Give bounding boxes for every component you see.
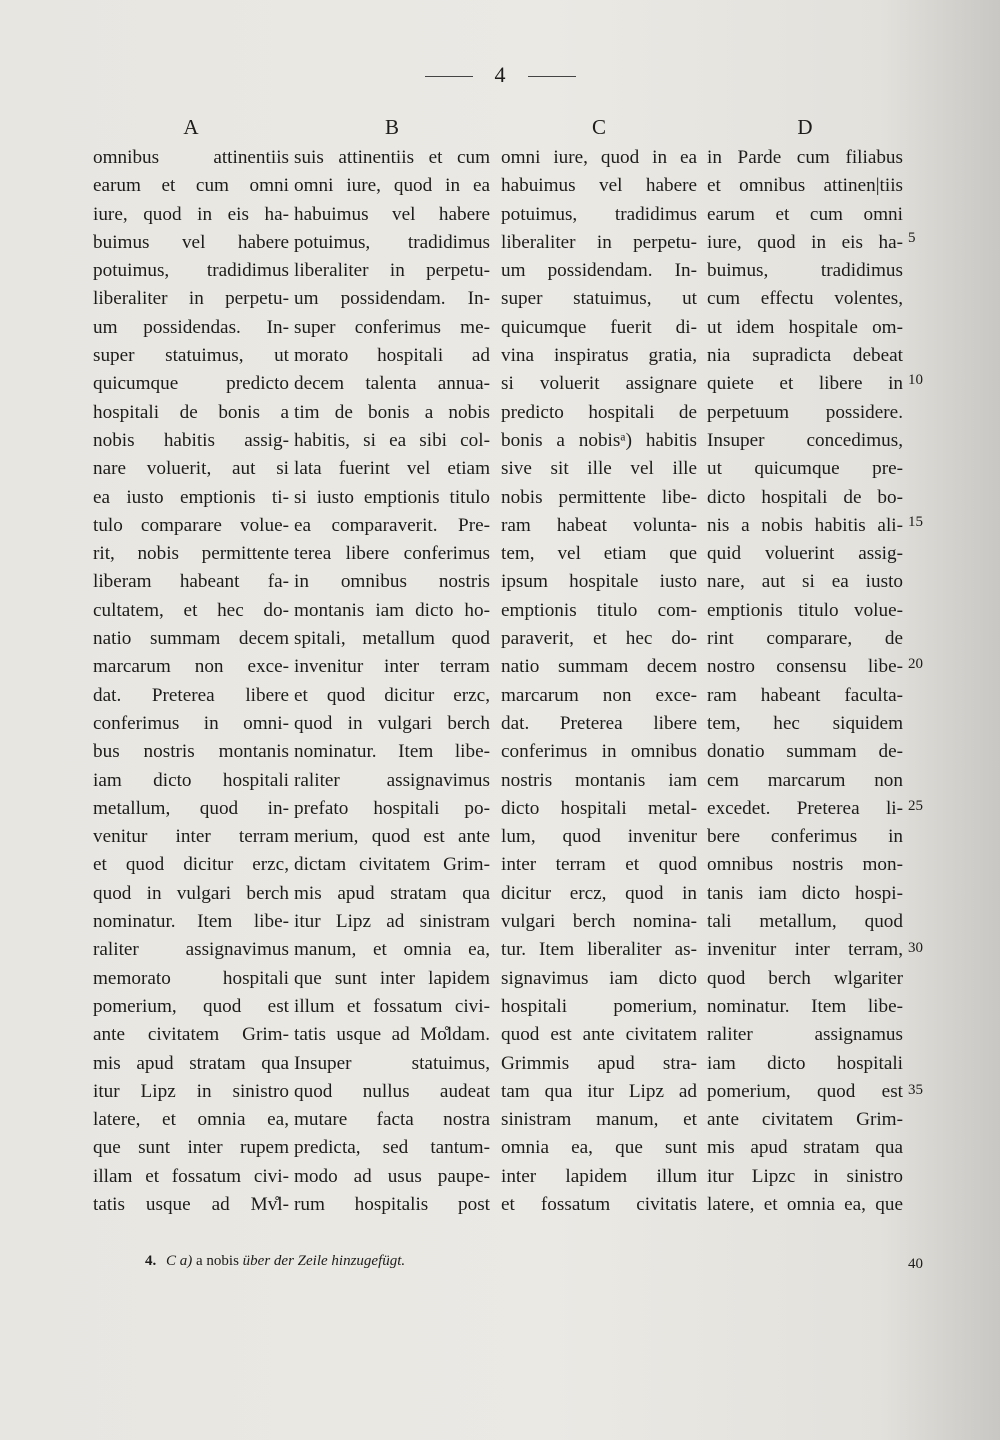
text-line: excedet. Preterea li- xyxy=(707,797,903,819)
text-line: um possidendam. In- xyxy=(501,260,697,282)
text-line: nia supradicta debeat xyxy=(707,345,903,367)
text-line: omnibus attinentiis xyxy=(93,147,289,168)
text-line: tanis iam dicto hospi- xyxy=(707,882,903,904)
text-line: omni iure, quod in ea xyxy=(294,175,490,197)
text-line: morato hospitali ad xyxy=(294,345,490,367)
text-line: si iusto emptionis titulo xyxy=(294,486,490,508)
text-line: iam dicto hospitali xyxy=(93,769,289,791)
text-line: nare, aut si ea iusto xyxy=(707,571,903,593)
text-line: rum hospitalis post xyxy=(294,1193,490,1215)
line-number: 30 xyxy=(908,940,923,956)
text-line: mis apud stratam qua xyxy=(93,1052,289,1074)
text-line: natio summam decem xyxy=(93,628,289,650)
text-line: et omnibus attinen|tiis xyxy=(707,175,903,197)
footnote-note: über der Zeile hinzugefügt. xyxy=(242,1253,406,1269)
text-line: liberaliter in perpetu- xyxy=(93,288,289,310)
text-line: illam et fossatum civi- xyxy=(93,1165,289,1187)
text-line: et quod dicitur erzc, xyxy=(294,684,490,706)
column-c xyxy=(501,112,697,1219)
text-line: quid voluerint assig- xyxy=(707,543,903,565)
text-line: raliter assignavimus xyxy=(294,769,490,791)
column-letter: A xyxy=(183,115,199,139)
text-line: signavimus iam dicto xyxy=(501,967,697,989)
text-line: mis apud stratam qua xyxy=(294,882,490,904)
footnote xyxy=(145,1253,405,1270)
text-line: tulo comparare volue- xyxy=(93,514,289,536)
text-line: vina inspiratus gratia, xyxy=(501,345,697,367)
text-line: itur Lipz ad sinistram xyxy=(294,911,490,933)
column-a xyxy=(93,112,289,1219)
text-line: iam dicto hospitali xyxy=(707,1052,903,1074)
text-line: emptionis titulo volue- xyxy=(707,599,903,621)
text-line: et fossatum civitatis xyxy=(501,1193,697,1215)
text-line: perpetuum possidere. xyxy=(707,401,903,423)
line-number: 10 xyxy=(908,372,923,388)
text-line: pomerium, quod est xyxy=(93,995,289,1017)
text-line: quod berch wlgariter xyxy=(707,967,903,989)
text-line: quod nullus audeat xyxy=(294,1080,490,1102)
text-line: habuimus vel habere xyxy=(294,203,490,225)
text-line: omnia ea, que sunt xyxy=(501,1137,697,1159)
text-line: ante civitatem Grim- xyxy=(93,1024,289,1046)
text-line: spitali, metallum quod xyxy=(294,628,490,650)
text-line: memorato hospitali xyxy=(93,967,289,989)
text-line: bere conferimus in xyxy=(707,826,903,848)
column-d xyxy=(707,112,903,1219)
text-line: prefato hospitali po- xyxy=(294,797,490,819)
text-line: invenitur inter terram, xyxy=(707,939,903,961)
text-line: buimus, tradidimus xyxy=(707,260,903,282)
text-line: mutare facta nostra xyxy=(294,1109,490,1131)
text-line: conferimus in omni- xyxy=(93,712,289,734)
text-line: cem marcarum non xyxy=(707,769,903,791)
text-line: nostris montanis iam xyxy=(501,769,697,791)
text-line: merium, quod est ante xyxy=(294,826,490,848)
text-line: quod est ante civitatem xyxy=(501,1024,697,1046)
text-line: Grimmis apud stra- xyxy=(501,1052,697,1074)
text-line: paraverit, et hec do- xyxy=(501,628,697,650)
text-line: inter terram et quod xyxy=(501,854,697,876)
text-line: dicto hospitali de bo- xyxy=(707,486,903,508)
text-line: quod in vulgari berch xyxy=(93,882,289,904)
text-line: dicitur ercz, quod in xyxy=(501,882,697,904)
line-number: 15 xyxy=(908,514,923,530)
text-line: bonis a nobisᵃ) habitis xyxy=(501,429,697,451)
text-line: que sunt inter rupem xyxy=(93,1137,289,1159)
text-line: raliter assignamus xyxy=(707,1024,903,1046)
text-line: itur Lipzc in sinistro xyxy=(707,1165,903,1187)
text-line: Insuper statuimus, xyxy=(294,1052,490,1074)
text-line: nostro consensu libe- xyxy=(707,656,903,678)
text-line: natio summam decem xyxy=(501,656,697,678)
text-line: metallum, quod in- xyxy=(93,797,289,819)
text-line: bus nostris montanis xyxy=(93,741,289,763)
text-line: predicto hospitali de xyxy=(501,401,697,423)
text-line: buimus vel habere xyxy=(93,231,289,253)
text-line: iure, quod in eis ha- xyxy=(93,203,289,225)
text-line: super conferimus me- xyxy=(294,316,490,338)
text-line: dat. Preterea libere xyxy=(93,684,289,706)
text-line: invenitur inter terram xyxy=(294,656,490,678)
line-number: 5 xyxy=(908,230,916,246)
text-line: tam qua itur Lipz ad xyxy=(501,1080,697,1102)
text-line: omni iure, quod in ea xyxy=(501,147,697,168)
text-line: inter lapidem illum xyxy=(501,1165,697,1187)
text-line: ram habeat volunta- xyxy=(501,514,697,536)
text-line: lata fuerint vel etiam xyxy=(294,458,490,480)
page-number: 4 xyxy=(494,62,506,87)
text-line: tur. Item liberaliter as- xyxy=(501,939,697,961)
text-line: cum effectu volentes, xyxy=(707,288,903,310)
column-b xyxy=(294,112,490,1219)
text-line: tatis usque ad Mo̊ldam. xyxy=(294,1024,490,1046)
text-line: venitur inter terram xyxy=(93,826,289,848)
text-line: potuimus, tradidimus xyxy=(294,231,490,253)
text-line: quod in vulgari berch xyxy=(294,712,490,734)
column-letter: C xyxy=(591,115,606,139)
column-letter: B xyxy=(384,115,399,139)
text-line: latere, et omnia ea, que xyxy=(707,1193,903,1215)
text-line: earum et cum omni xyxy=(93,175,289,197)
text-line: rit, nobis permittente xyxy=(93,543,289,565)
text-line: tali metallum, quod xyxy=(707,911,903,933)
text-line: liberam habeant fa- xyxy=(93,571,289,593)
text-line: predicta, sed tantum- xyxy=(294,1137,490,1159)
text-line: ipsum hospitale iusto xyxy=(501,571,697,593)
text-line: habuimus vel habere xyxy=(501,175,697,197)
text-line: nominatur. Item libe- xyxy=(707,995,903,1017)
text-line: nobis permittente libe- xyxy=(501,486,697,508)
line-number: 35 xyxy=(908,1082,923,1098)
text-line: vulgari berch nomina- xyxy=(501,911,697,933)
text-line: um possidendam. In- xyxy=(294,288,490,310)
text-line: in omnibus nostris xyxy=(294,571,490,593)
text-line: in Parde cum filiabus xyxy=(707,147,903,168)
text-line: potuimus, tradidimus xyxy=(93,260,289,282)
line-number: 20 xyxy=(908,656,923,672)
text-line: que sunt inter lapidem xyxy=(294,967,490,989)
text-line: ea comparaverit. Pre- xyxy=(294,514,490,536)
text-line: marcarum non exce- xyxy=(93,656,289,678)
text-line: lum, quod invenitur xyxy=(501,826,697,848)
text-line: nis a nobis habitis ali- xyxy=(707,514,903,536)
text-line: super statuimus, ut xyxy=(501,288,697,310)
text-line: modo ad usus paupe- xyxy=(294,1165,490,1187)
page-header xyxy=(0,62,1000,88)
text-line: quiete et libere in xyxy=(707,373,903,395)
text-line: donatio summam de- xyxy=(707,741,903,763)
footnote-ref: C a) xyxy=(166,1253,193,1269)
text-line: tim de bonis a nobis xyxy=(294,401,490,423)
text-line: ea iusto emptionis ti- xyxy=(93,486,289,508)
text-line: latere, et omnia ea, xyxy=(93,1109,289,1131)
text-line: nobis habitis assig- xyxy=(93,429,289,451)
text-line: decem talenta annua- xyxy=(294,373,490,395)
text-line: dat. Preterea libere xyxy=(501,712,697,734)
line-number: 40 xyxy=(908,1256,923,1272)
text-line: ram habeant faculta- xyxy=(707,684,903,706)
text-line: tem, vel etiam que xyxy=(501,543,697,565)
footnote-text: a nobis xyxy=(196,1253,239,1269)
text-line: illum et fossatum civi- xyxy=(294,995,490,1017)
text-line: dictam civitatem Grim- xyxy=(294,854,490,876)
column-letter: D xyxy=(797,115,813,139)
text-line: montanis iam dicto ho- xyxy=(294,599,490,621)
text-line: conferimus in omnibus xyxy=(501,741,697,763)
header-rule-right xyxy=(528,76,576,77)
text-line: ante civitatem Grim- xyxy=(707,1109,903,1131)
text-line: liberaliter in perpetu- xyxy=(501,231,697,253)
text-line: rint comparare, de xyxy=(707,628,903,650)
text-line: et quod dicitur erzc, xyxy=(93,854,289,876)
text-line: tem, hec siquidem xyxy=(707,712,903,734)
text-line: tatis usque ad Mv̊l- xyxy=(93,1193,289,1215)
text-line: super statuimus, ut xyxy=(93,345,289,367)
text-line: um possidendas. In- xyxy=(93,316,289,338)
text-line: cultatem, et hec do- xyxy=(93,599,289,621)
text-line: iure, quod in eis ha- xyxy=(707,231,903,253)
text-line: manum, et omnia ea, xyxy=(294,939,490,961)
text-line: itur Lipz in sinistro xyxy=(93,1080,289,1102)
text-line: si voluerit assignare xyxy=(501,373,697,395)
line-number: 25 xyxy=(908,798,923,814)
text-line: nare voluerit, aut si xyxy=(93,458,289,480)
text-line: raliter assignavimus xyxy=(93,939,289,961)
text-line: ut quicumque pre- xyxy=(707,458,903,480)
text-line: nominatur. Item libe- xyxy=(294,741,490,763)
text-line: ut idem hospitale om- xyxy=(707,316,903,338)
text-line: quicumque predicto xyxy=(93,373,289,395)
footnote-number: 4. xyxy=(145,1253,157,1269)
text-line: potuimus, tradidimus xyxy=(501,203,697,225)
text-line: emptionis titulo com- xyxy=(501,599,697,621)
text-line: sinistram manum, et xyxy=(501,1109,697,1131)
text-line: quicumque fuerit di- xyxy=(501,316,697,338)
text-line: nominatur. Item libe- xyxy=(93,911,289,933)
text-line: earum et cum omni xyxy=(707,203,903,225)
header-rule-left xyxy=(425,76,473,77)
text-line: liberaliter in perpetu- xyxy=(294,260,490,282)
text-line: hospitali pomerium, xyxy=(501,995,697,1017)
text-line: hospitali de bonis a xyxy=(93,401,289,423)
text-line: pomerium, quod est xyxy=(707,1080,903,1102)
text-line: Insuper concedimus, xyxy=(707,429,903,451)
text-line: sive sit ille vel ille xyxy=(501,458,697,480)
text-line: omnibus nostris mon- xyxy=(707,854,903,876)
text-line: marcarum non exce- xyxy=(501,684,697,706)
text-line: terea libere conferimus xyxy=(294,543,490,565)
text-line: habitis, si ea sibi col- xyxy=(294,429,490,451)
text-line: suis attinentiis et cum xyxy=(294,147,490,168)
text-line: dicto hospitali metal- xyxy=(501,797,697,819)
text-line: mis apud stratam qua xyxy=(707,1137,903,1159)
